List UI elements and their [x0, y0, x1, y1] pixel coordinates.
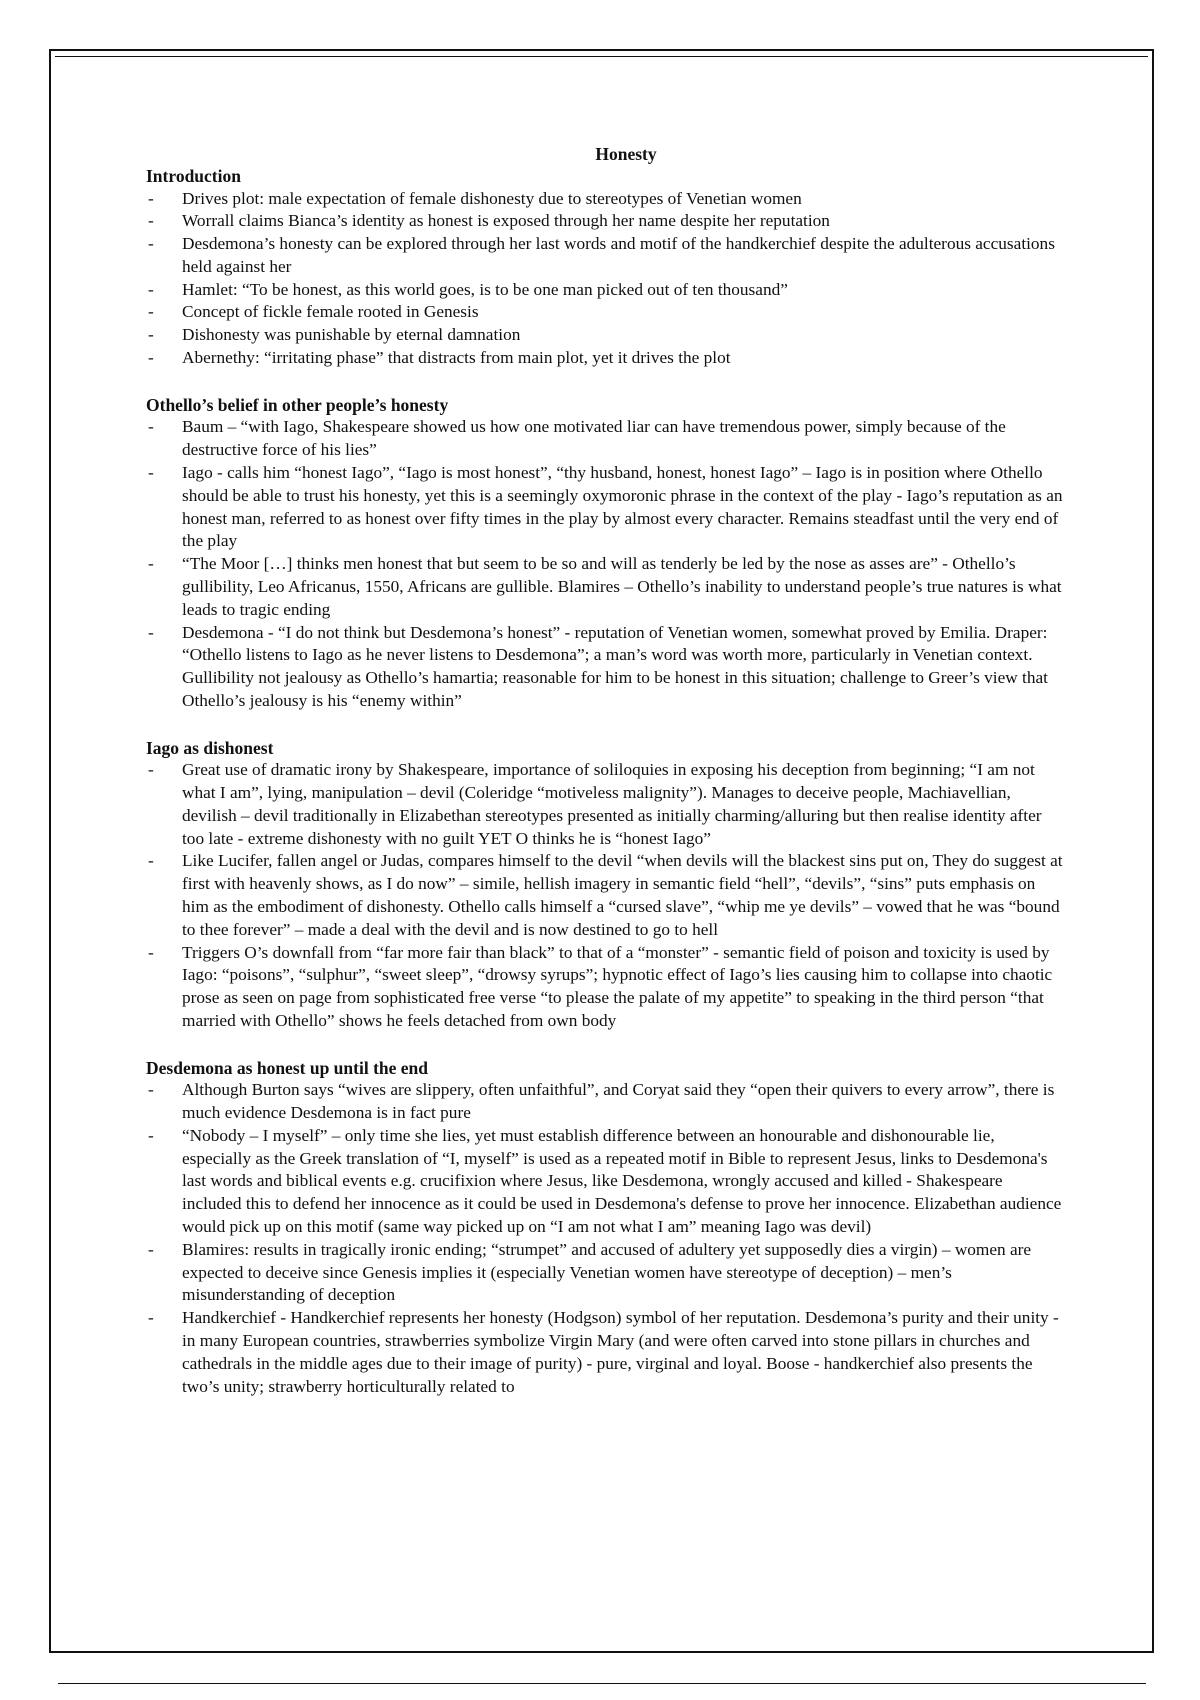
footer-rule: [58, 1683, 1146, 1684]
bullet-item: [146, 416, 1066, 462]
bullet-dash: -: [148, 1308, 154, 1328]
bullet-dash: -: [148, 554, 154, 574]
bullet-item: [146, 279, 1066, 302]
bullet-dash: -: [148, 1239, 154, 1259]
bullet-text: Desdemona’s honesty can be explored through her last words and motif of the handkerchief despite the adulterous accusations held against her: [182, 234, 1055, 276]
bullet-item: [146, 1125, 1066, 1239]
bullet-item: [146, 1079, 1066, 1125]
bullet-text: Triggers O’s downfall from “far more fair than black” to that of a “monster” - semantic field of poison and toxicity is used by Iago: “poisons”, “sulphur”, “sweet sleep”, “drowsy syrups”; hypnotic effect of Iago’s lies causing him to collapse into chaotic prose as seen on page from sophisticated free verse “to please the palate of my appetite” to speaking in the third person “that married with Othello” shows he feels detached from own body: [182, 942, 1053, 1030]
bullet-text: “The Moor […] thinks men honest that but seem to be so and will as tenderly be led by the nose as asses are” - Othello’s gullibility, Leo Africanus, 1550, Africans are gullible. Blamires – Othello’s inability to understand people’s true natures is what leads to tragic ending: [182, 554, 1062, 619]
section-heading: Iago as dishonest: [146, 737, 274, 758]
bullet-text: Concept of fickle female rooted in Genesis: [182, 302, 479, 322]
bullet-item: [146, 233, 1066, 279]
bullet-item: [146, 210, 1066, 233]
bullet-dash: -: [148, 188, 154, 208]
bullet-text: Drives plot: male expectation of female dishonesty due to stereotypes of Venetian women: [182, 188, 802, 208]
section: [146, 394, 1066, 713]
bullet-dash: -: [148, 417, 154, 437]
bullet-text: Although Burton says “wives are slippery, often unfaithful”, and Coryat said they “open their quivers to every arrow”, there is much evidence Desdemona is in fact pure: [182, 1080, 1055, 1123]
bullet-item: [146, 553, 1066, 621]
bullet-dash: -: [148, 211, 154, 231]
bullet-list: [146, 1079, 1066, 1398]
bullet-item: [146, 759, 1066, 850]
bullet-dash: -: [148, 1080, 154, 1100]
bullet-item: [146, 1307, 1066, 1398]
bullet-text: Blamires: results in tragically ironic ending; “strumpet” and accused of adultery yet supposedly dies a virgin) – women are expected to deceive since Genesis implies it (especially Venetian women have stereotype of deception) – men’s misunderstanding of deception: [182, 1239, 1032, 1305]
bullet-text: Like Lucifer, fallen angel or Judas, compares himself to the devil “when devils will the blackest sins put on, They do suggest at first with heavenly shows, as I do now” – simile, hellish imagery in semantic field “hell”, “devils”, “sins” puts emphasis on him as the embodiment of dishonesty. Othello calls himself a “cursed slave”, “whip me ye devils” – vowed that he was “bound to thee forever” – made a deal with the devil and is now destined to go to hell: [182, 851, 1063, 939]
bullet-dash: -: [148, 942, 154, 962]
bullet-item: [146, 1239, 1066, 1307]
bullet-item: [146, 324, 1066, 347]
bullet-text: “Nobody – I myself” – only time she lies, yet must establish difference between an honourable and dishonourable lie, especially as the Greek translation of “I, myself” is used as a repeated motif in Bible to represent Jesus, links to Desdemona's last words and biblical events e.g. crucifixion where Jesus, like Desdemona, wrongly accused and killed - Shakespeare included this to defend her innocence as it could be used in Desdemona's defense to prove her innocence. Elizabethan audience would pick up on this motif (same way picked up on “I am not what I am” meaning Iago was devil): [182, 1125, 1062, 1237]
bullet-text: Desdemona - “I do not think but Desdemona’s honest” - reputation of Venetian women, somewhat proved by Emilia. Draper: “Othello listens to Iago as he never listens to Desdemona”; a man’s word was worth more, particularly in Venetian context. Gullibility not jealousy as Othello’s hamartia; reasonable for him to be honest in this situation; challenge to Greer’s view that Othello’s jealousy is his “enemy within”: [182, 622, 1048, 710]
bullet-dash: -: [148, 760, 154, 780]
bullet-text: Worrall claims Bianca’s identity as honest is exposed through her name despite her reputation: [182, 211, 830, 231]
bullet-item: [146, 850, 1066, 941]
sections-container: [146, 165, 1066, 1398]
bullet-list: [146, 188, 1066, 370]
bullet-text: Great use of dramatic irony by Shakespeare, importance of soliloquies in exposing his deception from beginning; “I am not what I am”, lying, manipulation – devil (Coleridge “motiveless malignity”). Manages to deceive people, Machiavellian, devilish – devil traditionally in Elizabethan stereotypes presented as initially charming/alluring but then realise identity after too late - extreme dishonesty with no guilt YET O thinks he is “honest Iago”: [182, 760, 1042, 848]
bullet-dash: -: [148, 325, 154, 345]
section: [146, 737, 1066, 1033]
bullet-text: Iago - calls him “honest Iago”, “Iago is most honest”, “thy husband, honest, honest Iago” – Iago is in position where Othello should be able to trust his honesty, yet this is a seemingly oxymoronic phrase in the context of the play - Iago’s reputation as an honest man, referred to as honest over fifty times in the play by almost every character. Remains steadfast until the very end of the play: [182, 462, 1063, 551]
bullet-text: Abernethy: “irritating phase” that distracts from main plot, yet it drives the plot: [182, 348, 731, 368]
bullet-item: [146, 622, 1066, 713]
section: [146, 165, 1066, 370]
section-heading: Othello’s belief in other people’s honesty: [146, 394, 449, 415]
bullet-item: [146, 347, 1066, 370]
bullet-dash: -: [148, 279, 154, 299]
bullet-dash: -: [148, 302, 154, 322]
bullet-dash: -: [148, 1125, 154, 1145]
border-inner-line: [55, 56, 1148, 57]
bullet-text: Handkerchief - Handkerchief represents her honesty (Hodgson) symbol of her reputation. Desdemona’s purity and their unity - in many European countries, strawberries symbolize Virgin Mary (and were often carved into stone pillars in churches and cathedrals in the middle ages due to their image of purity) - pure, virginal and loyal. Boose - handkerchief also presents the two’s unity; strawberry horticulturally related to: [182, 1308, 1059, 1396]
document-body: [146, 143, 1066, 1422]
section-heading: Introduction: [146, 166, 241, 186]
bullet-item: [146, 942, 1066, 1033]
bullet-list: [146, 759, 1066, 1033]
bullet-dash: -: [148, 622, 154, 642]
bullet-dash: -: [148, 462, 154, 482]
bullet-dash: -: [148, 348, 154, 368]
bullet-item: [146, 188, 1066, 211]
section-heading: Desdemona as honest up until the end: [146, 1057, 428, 1078]
bullet-item: [146, 301, 1066, 324]
section: [146, 1057, 1066, 1399]
bullet-text: Baum – “with Iago, Shakespeare showed us how one motivated liar can have tremendous power, simply because of the destructive force of his lies”: [182, 417, 1006, 460]
bullet-item: [146, 462, 1066, 553]
document-title: Honesty: [595, 144, 657, 164]
bullet-text: Dishonesty was punishable by eternal damnation: [182, 325, 521, 345]
bullet-dash: -: [148, 851, 154, 871]
bullet-list: [146, 416, 1066, 712]
bullet-text: Hamlet: “To be honest, as this world goes, is to be one man picked out of ten thousand”: [182, 279, 788, 299]
bullet-dash: -: [148, 234, 154, 254]
